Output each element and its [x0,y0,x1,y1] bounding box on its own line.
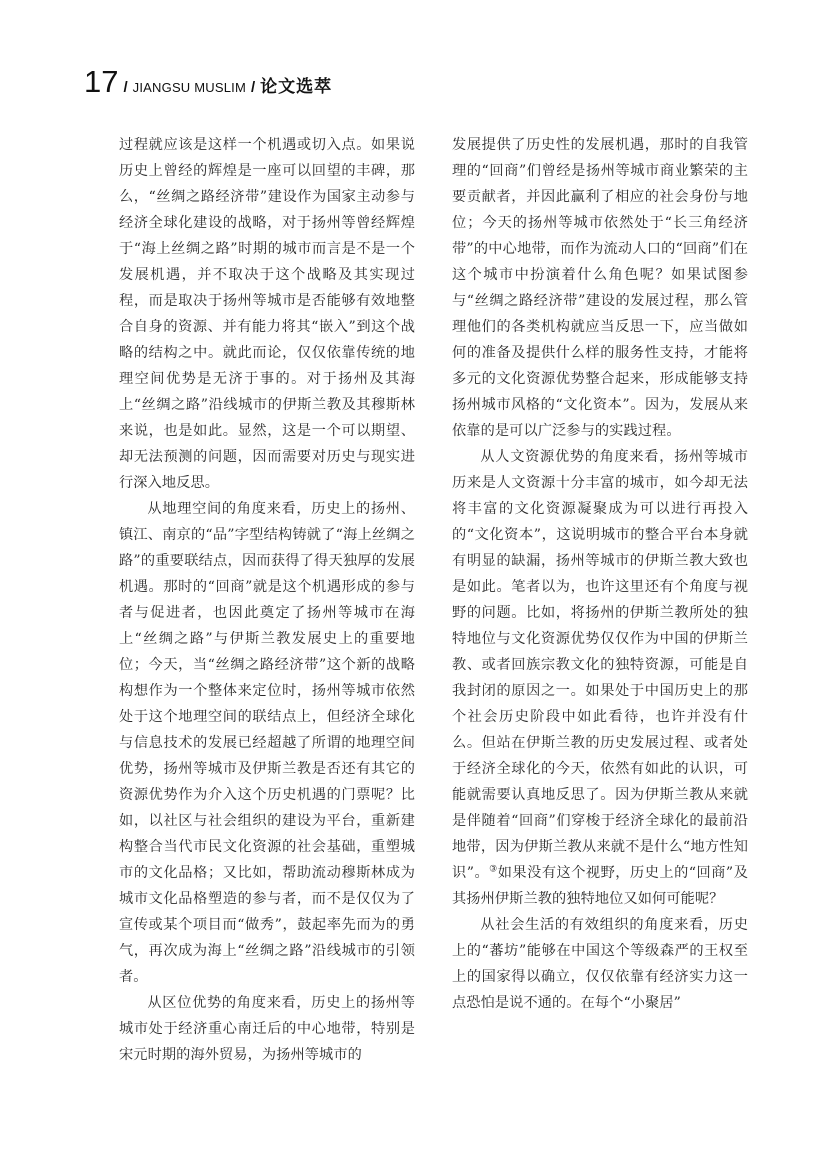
page-header [84,64,332,98]
page-number: 17 [84,64,119,99]
header-separator-2: / [250,79,256,96]
section-title: 论文选萃 [260,77,333,97]
right-paragraph-2-text: 从人文资源优势的角度来看，扬州等城市历来是人文资源十分丰富的城市，如今却无法将丰富的文化资源凝聚成为可以进行再投入的“文化资本”，这说明城市的整合平台本身就有明显的缺漏，扬州等城市的伊斯兰教大致也是如此。笔者以为，也许这里还有个角度与视野的问题。比如，将扬州的伊斯兰教所处的独特地位与文化资源优势仅仅作为中国的伊斯兰教、或者回族宗教文化的独特资源，可能是自我封闭的原因之一。如果处于中国历史上的那个社会历史阶段中如此看待，也许并没有什么。但站在伊斯兰教的历史发展过程、或者处于经济全球化的今天，依然有如此的认识，可能就需要认真地反思了。因为伊斯兰教从来就是伴随着“回商”们穿梭于经济全球化的最前沿地带，因为伊斯兰教从来就不是什么“地方性知识”。 [452,449,748,881]
right-paragraph-2 [452,444,748,912]
right-paragraph-2-end: 如果没有这个视野，历史上的“回商”及其扬州伊斯兰教的独特地位又如何可能呢？ [452,865,748,907]
right-paragraph-3: 从社会生活的有效组织的角度来看，历史上的“蕃坊”能够在中国这个等级森严的王权至上的国家得以确立，仅仅依靠有经济实力这一点恐怕是说不通的。在每个“小聚居” [452,917,748,1011]
footnote-marker: ③ [489,864,498,875]
left-column [119,132,415,1068]
left-paragraph-1: 过程就应该是这样一个机遇或切入点。如果说历史上曾经的辉煌是一座可以回望的丰碑，那么，“丝绸之路经济带”建设作为国家主动参与经济全球化建设的战略，对于扬州等曾经辉煌于“海上丝绸之路”时期的城市而言是不是一个发展机遇，并不取决于这个战略及其实现过程，而是取决于扬州等城市是否能够有效地整合自身的资源、并有能力将其“嵌入”到这个战略的结构之中。就此而论，仅仅依靠传统的地理空间优势是无济于事的。对于扬州及其海上“丝绸之路”沿线城市的伊斯兰教及其穆斯林来说，也是如此。显然，这是一个可以期望、却无法预测的问题，因而需要对历史与现实进行深入地反思。 [119,137,415,491]
publication-name: JIANGSU MUSLIM [132,80,246,95]
right-paragraph-1: 发展提供了历史性的发展机遇，那时的自我管理的“回商”们曾经是扬州等城市商业繁荣的主要贡献者，并因此赢利了相应的社会身份与地位；今天的扬州等城市依然处于“长三角经济带”的中心地带，而作为流动人口的“回商”们在这个城市中扮演着什么角色呢？如果试图参与“丝绸之路经济带”建设的发展过程，那么管理他们的各类机构就应当反思一下，应当做如何的准备及提供什么样的服务性支持，才能将多元的文化资源优势整合起来，形成能够支持扬州城市风格的“文化资本”。因为，发展从来依靠的是可以广泛参与的实践过程。 [452,137,748,439]
header-separator: / [123,79,128,96]
left-paragraph-2: 从地理空间的角度来看，历史上的扬州、镇江、南京的“品”字型结构铸就了“海上丝绸之路”的重要联结点，因而获得了得天独厚的发展机遇。那时的“回商”就是这个机遇形成的参与者与促进者，也因此奠定了扬州等城市在海上“丝绸之路”与伊斯兰教发展史上的重要地位；今天，当“丝绸之路经济带”这个新的战略构想作为一个整体来定位时，扬州等城市依然处于这个地理空间的联结点上，但经济全球化与信息技术的发展已经超越了所谓的地理空间优势，扬州等城市及伊斯兰教是否还有其它的资源优势作为介入这个历史机遇的门票呢？比如，以社区与社会组织的建设为平台，重新建构整合当代市民文化资源的社会基础，重塑城市的文化品格；又比如，帮助流动穆斯林成为城市文化品格塑造的参与者，而不是仅仅为了宣传或某个项目而“做秀”，鼓起率先而为的勇气，再次成为海上“丝绸之路”沿线城市的引领者。 [119,501,415,985]
right-column [452,132,748,1016]
left-paragraph-3: 从区位优势的角度来看，历史上的扬州等城市处于经济重心南迁后的中心地带，特别是宋元时期的海外贸易，为扬州等城市的 [119,995,415,1063]
